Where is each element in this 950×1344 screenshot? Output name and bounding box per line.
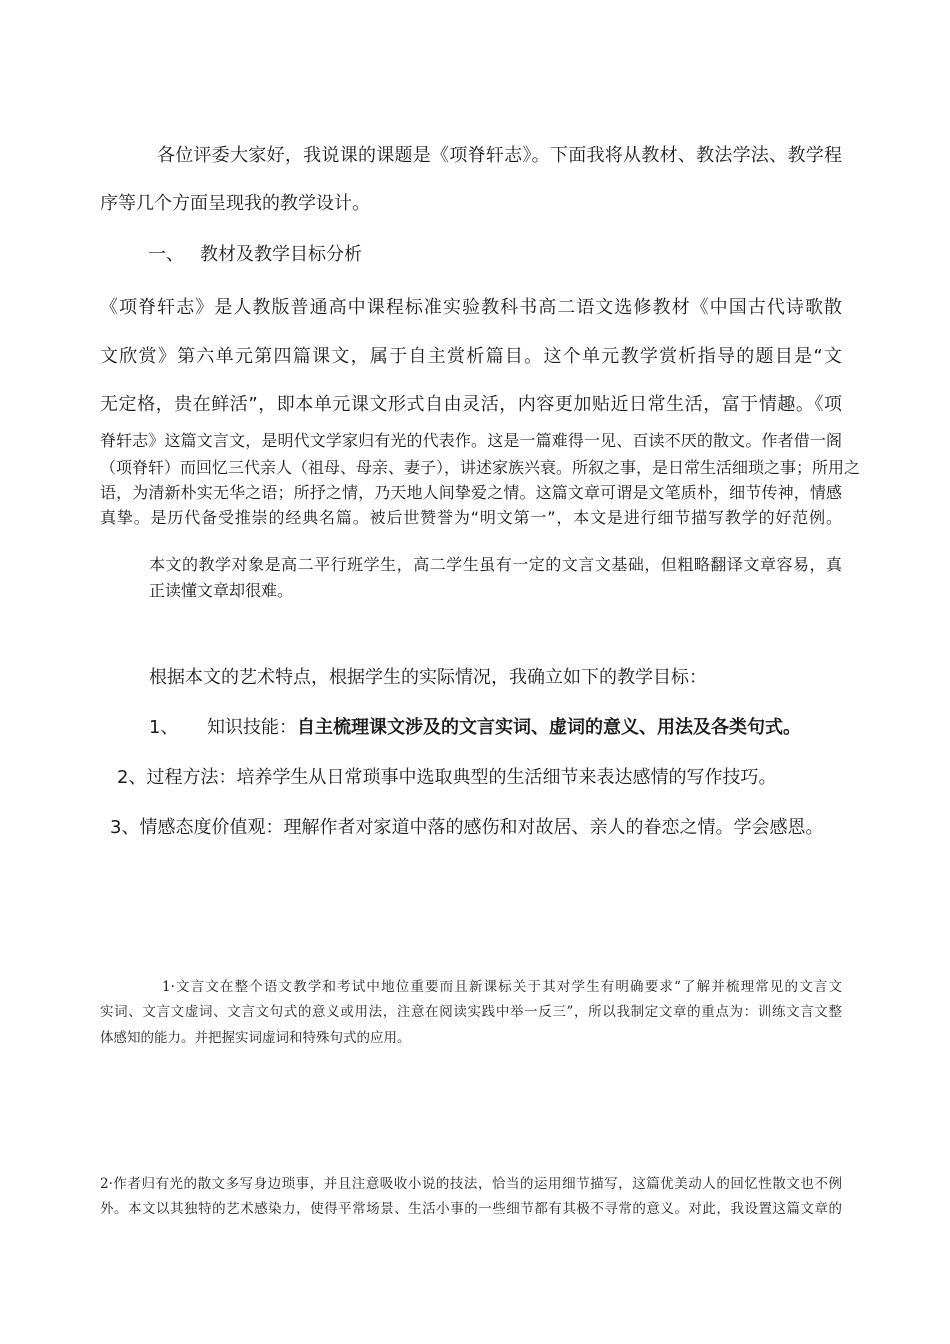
- students-line-1: [149, 552, 842, 575]
- analysis-line-1-text: 《项脊轩志》是人教版普通高中课程标准实验教科书高二语文选修教材《中国古代诗歌散: [100, 297, 842, 318]
- intro-line-1: [157, 141, 842, 167]
- analysis-line-4: [100, 428, 842, 451]
- analysis-line-2: [100, 342, 842, 368]
- goal-1-number: 1、: [149, 717, 179, 738]
- note-1-line-2: [100, 1000, 842, 1020]
- analysis-line-3: [100, 390, 842, 416]
- section-number: 一、: [148, 244, 184, 265]
- analysis-line-4-text: 脊轩志》这篇文言文，是明代文学家归有光的代表作。这是一篇难得一见、百读不厌的散文。作者借一阁: [100, 431, 842, 450]
- analysis-line-1: [100, 293, 842, 319]
- note-2-line-2-text: 外。本文以其独特的艺术感染力，使得平常场景、生活小事的一些细节都有其极不寻常的意义。对此，我设置这篇文章的: [100, 1201, 842, 1217]
- goal-2: 2、过程方法：培养学生从日常琐事中选取典型的生活细节来表达感情的写作技巧。: [117, 767, 777, 788]
- analysis-line-7: [100, 505, 842, 528]
- analysis-line-3-text: 无定格，贵在鲜活”，即本单元课文形式自由灵活，内容更加贴近日常生活，富于情趣。《项: [100, 394, 842, 415]
- analysis-line-5-text: （项脊轩）而回忆三代亲人（祖母、母亲、妻子），讲述家族兴衰。所叙之事，是日常生活细琐之事；所用之: [100, 458, 861, 477]
- analysis-line-6-text: 语，为清新朴实无华之语；所抒之情，乃天地人间挚爱之情。这篇文章可谓是文笔质朴，细节传神，情感: [100, 483, 842, 502]
- students-line-1-text: 本文的教学对象是高二平行班学生，高二学生虽有一定的文言文基础，但粗略翻译文章容易，真: [149, 555, 842, 574]
- note-1-line-1: [162, 975, 842, 995]
- intro-line-2: 序等几个方面呈现我的教学设计。: [100, 193, 370, 214]
- note-2-line-1: [100, 1172, 842, 1192]
- analysis-line-6: [100, 480, 842, 503]
- note-1-line-3: 体感知的能力。并把握实词虚词和特殊句式的应用。: [100, 1030, 411, 1046]
- goal-1: [207, 713, 801, 739]
- note-2-line-2: [100, 1197, 842, 1217]
- section-title: 教材及教学目标分析: [200, 244, 362, 265]
- students-line-2: 正读懂文章却很难。: [149, 581, 294, 600]
- note-1-line-2-text: 实词、文言文虚词、文言文句式的意义或用法，注意在阅读实践中举一反三”，所以我制定文章的重点为：训练文言文整: [100, 1004, 842, 1020]
- goal-3: 3、情感态度价值观：理解作者对家道中落的感伤和对故居、亲人的眷恋之情。学会感恩。: [110, 817, 824, 838]
- intro-line-1-text: 各位评委大家好，我说课的课题是《项脊轩志》。下面我将从教材、教法学法、教学程: [157, 145, 842, 166]
- analysis-line-2-text: 文欣赏》第六单元第四篇课文，属于自主赏析篇目。这个单元教学赏析指导的题目是“文: [100, 346, 842, 367]
- goal-1-label: 知识技能：: [207, 717, 297, 738]
- note-1-line-1-text: 1·文言文在整个语文教学和考试中地位重要而且新课标关于其对学生有明确要求“了解并梳理常见的文言文: [162, 979, 842, 995]
- goal-1-text: 自主梳理课文涉及的文言实词、虚词的意义、用法及各类句式。: [297, 717, 801, 738]
- analysis-line-7-text: 真挚。是历代备受推崇的经典名篇。被后世赞誉为“明文第一”，本文是进行细节描写教学的好范例。: [100, 508, 842, 527]
- goals-intro: 根据本文的艺术特点，根据学生的实际情况，我确立如下的教学目标：: [149, 667, 707, 688]
- note-2-line-1-text: 2·作者归有光的散文多写身边琐事，并且注意吸收小说的技法，恰当的运用细节描写，这篇优美动人的回忆性散文也不例: [100, 1176, 842, 1192]
- analysis-line-5: [100, 455, 861, 478]
